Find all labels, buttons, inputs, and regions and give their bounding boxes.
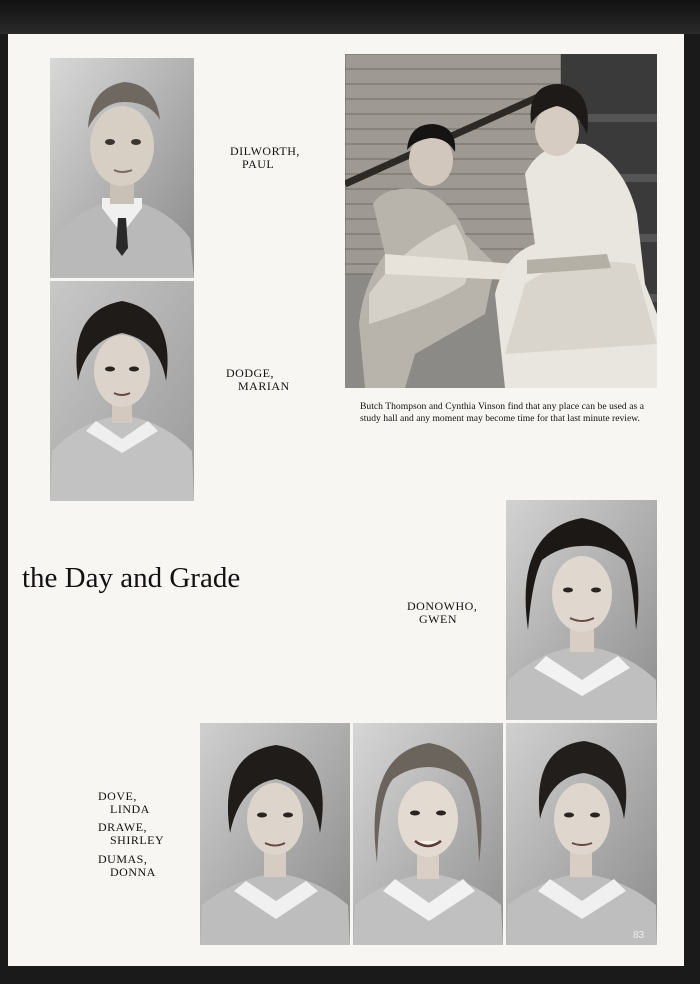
last-name: DODGE, (226, 366, 274, 380)
first-name: LINDA (110, 802, 150, 816)
last-name: DUMAS, (98, 852, 148, 866)
portrait-photo-shirley-drawe (353, 723, 503, 945)
first-name: PAUL (242, 157, 275, 171)
name-label-gwen-donowho (407, 600, 477, 626)
first-name: GWEN (419, 612, 457, 626)
portrait-photo-paul-dilworth (50, 58, 194, 278)
section-headline: the Day and Grade (22, 562, 241, 594)
candid-photo-study-stairs (345, 54, 657, 388)
last-name: DONOWHO, (407, 599, 478, 613)
first-name: SHIRLEY (110, 833, 165, 847)
name-label-paul-dilworth (230, 145, 300, 171)
name-label-shirley-drawe (98, 821, 164, 847)
portrait-photo-linda-dove (200, 723, 350, 945)
page-number: 83 (633, 930, 645, 941)
first-name: MARIAN (238, 379, 290, 393)
name-label-marian-dodge (226, 367, 290, 393)
name-label-donna-dumas (98, 853, 156, 879)
portrait-photo-donna-dumas (506, 723, 657, 945)
last-name: DOVE, (98, 789, 137, 803)
candid-photo-caption: Butch Thompson and Cynthia Vinson find that any place can be used as a study hall and any moment may become time for that last minute review. (360, 401, 644, 424)
portrait-photo-gwen-donowho (506, 500, 657, 720)
last-name: DRAWE, (98, 820, 148, 834)
first-name: DONNA (110, 865, 156, 879)
portrait-photo-marian-dodge (50, 281, 194, 501)
page-top-edge (0, 0, 700, 34)
name-label-linda-dove (98, 790, 150, 816)
last-name: DILWORTH, (230, 144, 300, 158)
